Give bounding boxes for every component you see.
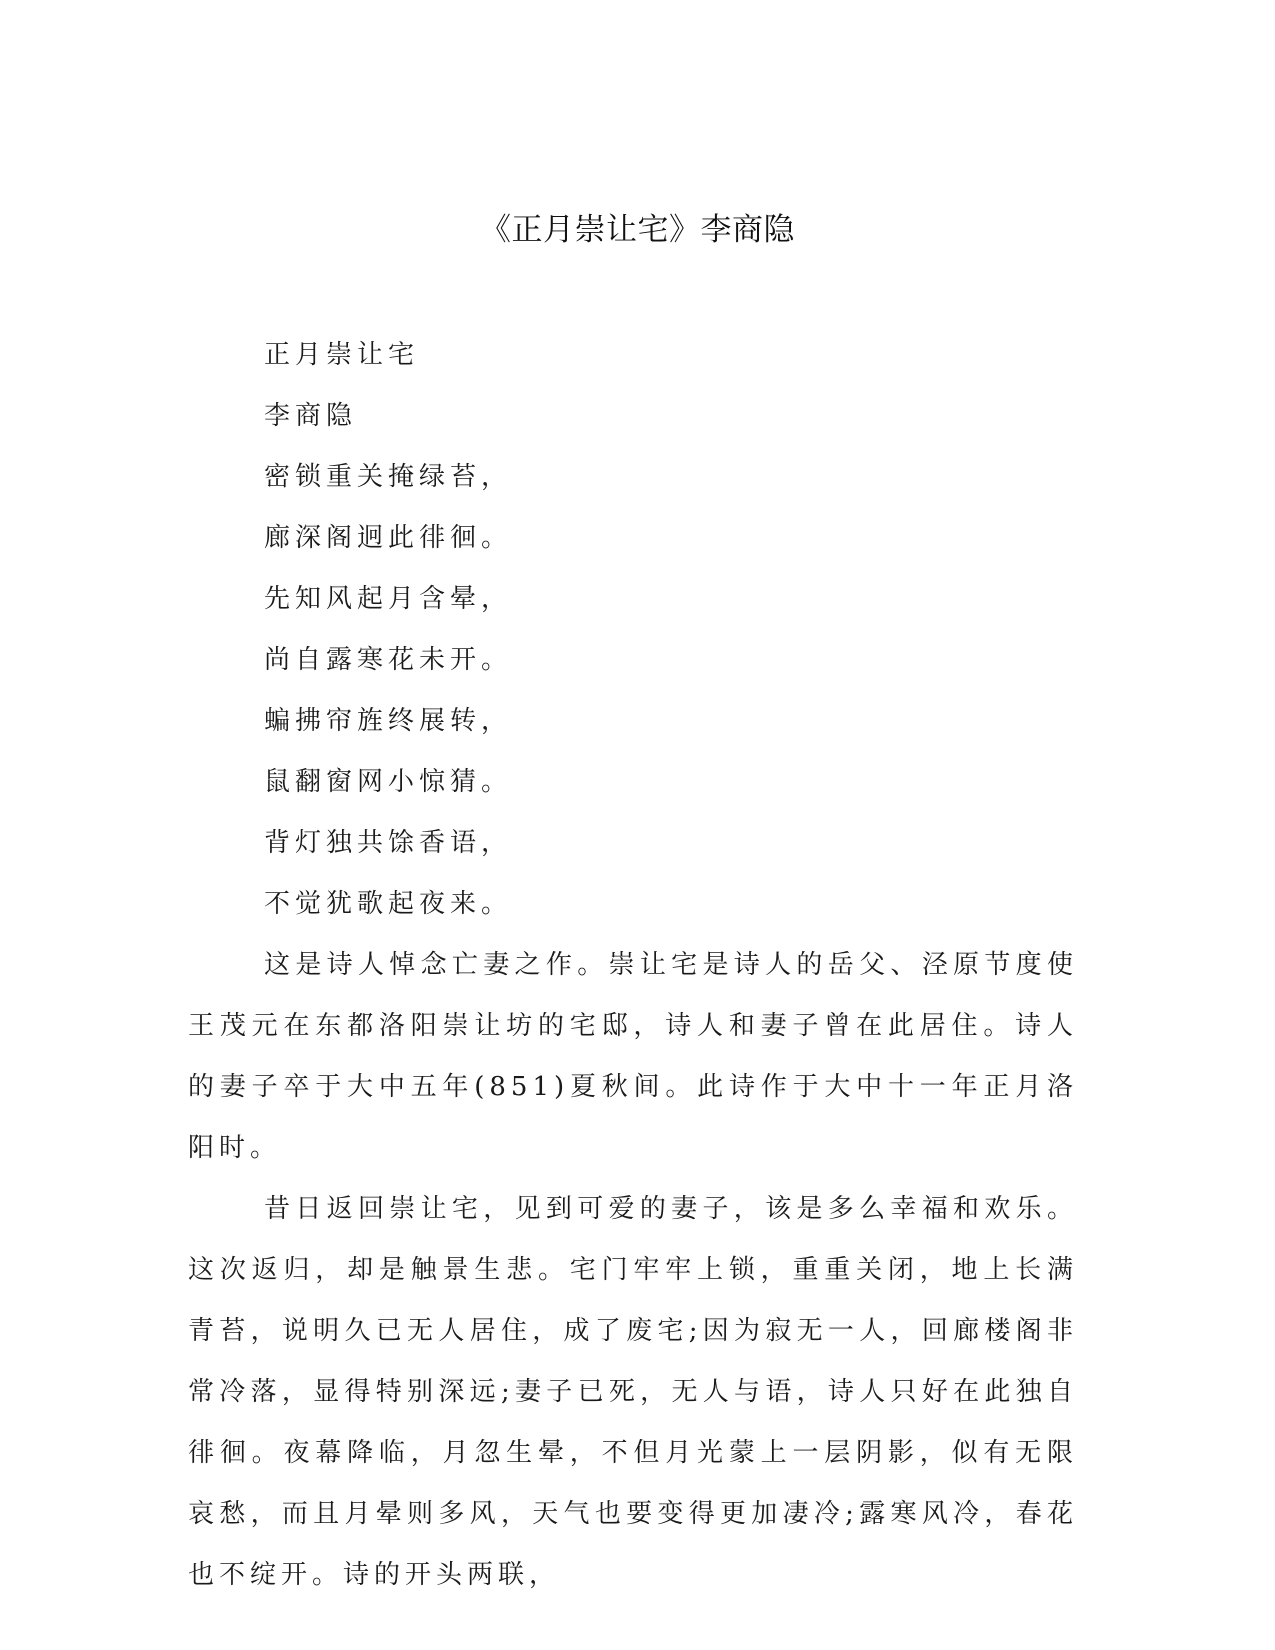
poem-line: 鼠翻窗网小惊猜。 bbox=[264, 767, 513, 797]
poem-line: 背灯独共馀香语， bbox=[264, 828, 513, 858]
poem-author: 李商隐 bbox=[264, 401, 358, 431]
poem-heading: 正月崇让宅 bbox=[264, 340, 420, 370]
poem-line: 不觉犹歌起夜来。 bbox=[264, 889, 513, 919]
commentary-paragraph: 昔日返回崇让宅，见到可爱的妻子，该是多么幸福和欢乐。这次返归，却是触景生悲。宅门牢牢上锁，重重关闭，地上长满青苔，说明久已无人居住，成了废宅;因为寂无一人，回廊楼阁非常冷落，显得特别深远;妻子已死，无人与语，诗人只好在此独自徘徊。夜幕降临，月忽生晕，不但月光蒙上一层阴影，似有无限哀愁，而且月晕则多风，天气也要变得更加凄冷;露寒风冷，春花也不绽开。诗的开头两联， bbox=[188, 1194, 1078, 1590]
poem-line: 尚自露寒花未开。 bbox=[264, 645, 513, 675]
poem-line: 密锁重关掩绿苔， bbox=[264, 462, 513, 492]
poem-line: 先知风起月含晕， bbox=[264, 584, 513, 614]
poem-line: 廊深阁迥此徘徊。 bbox=[264, 523, 513, 553]
document-title: 《正月崇让宅》李商隐 bbox=[480, 212, 795, 248]
document-body bbox=[188, 325, 1078, 1606]
poem-line: 蝙拂帘旌终展转， bbox=[264, 706, 513, 736]
commentary-paragraph: 这是诗人悼念亡妻之作。崇让宅是诗人的岳父、泾原节度使王茂元在东都洛阳崇让坊的宅邸，诗人和妻子曾在此居住。诗人的妻子卒于大中五年(851)夏秋间。此诗作于大中十一年正月洛阳时。 bbox=[188, 950, 1078, 1163]
